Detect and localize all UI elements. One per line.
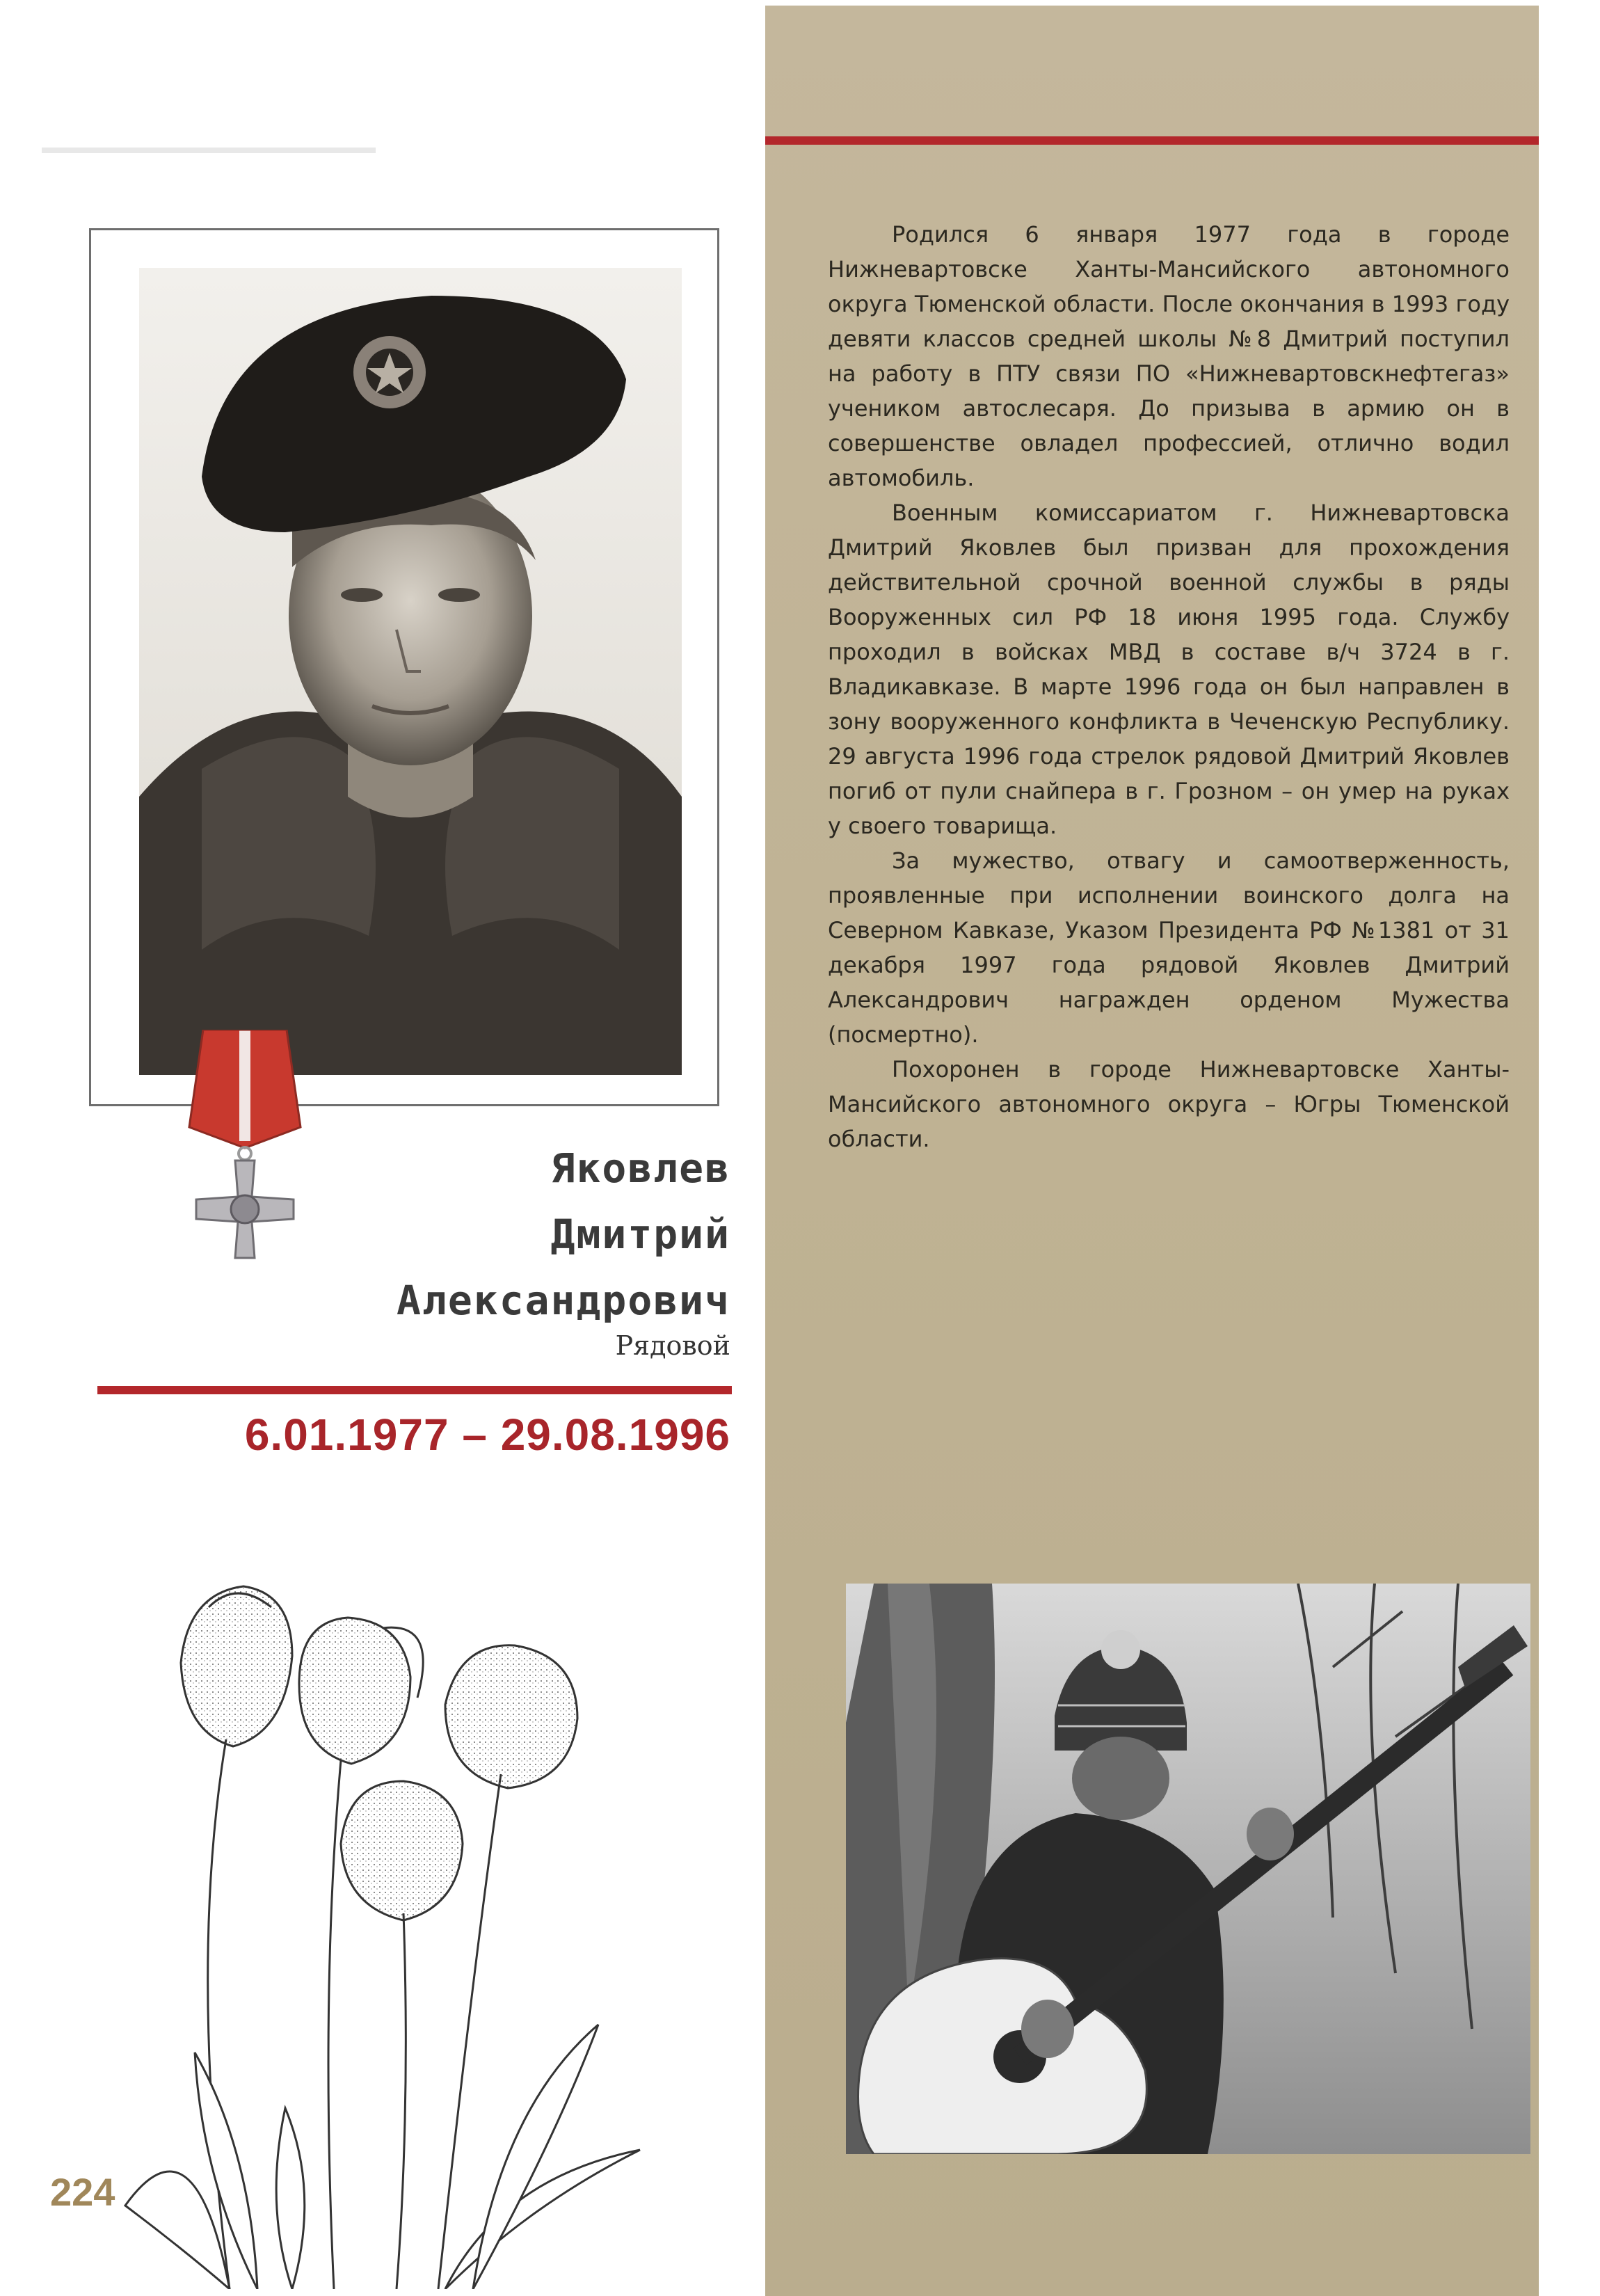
page-number: 224 [50, 2170, 115, 2214]
childhood-guitar-photo [846, 1584, 1530, 2154]
military-rank: Рядовой [615, 1330, 730, 1361]
panel-accent-rule [765, 136, 1539, 145]
life-dates: 6.01.1977 – 29.08.1996 [244, 1410, 730, 1460]
surname: Яковлев [550, 1145, 730, 1192]
bio-paragraph-4: Похоронен в городе Нижневартовске Ханты-Мансийского автономного округа – Югры Тюменской области. [828, 1056, 1510, 1152]
name-accent-rule [97, 1386, 732, 1394]
tulips-illustration [111, 1579, 710, 2289]
bio-paragraph-2: Военным комиссариатом г. Нижневартовска Дмитрий Яковлев был призван для прохождения действительной срочной военной службы в ряды Вооруженных сил РФ 18 июня 1995 года. Службу проходил в войсках МВД в составе в/ч 3724 в г. Владикавказе. В марте 1996 года он был направлен в зону вооруженного конфликта в Чеченскую Республику. 29 августа 1996 года стрелок рядовой Дмитрий Яковлев погиб от пули снайпера в г. Грозном – он умер на руках у своего товарища. [828, 500, 1510, 839]
biography-text [828, 217, 1510, 1156]
portrait-photo [139, 268, 682, 1075]
first-name: Дмитрий [550, 1211, 730, 1258]
order-of-courage-medal-icon [182, 1030, 307, 1259]
bio-paragraph-1: Родился 6 января 1977 года в городе Нижневартовске Ханты-Мансийского автономного округа Тюменской области. После окончания в 1993 году девяти классов средней школы №8 Дмитрий поступил на работу в ПТУ связи ПО «Нижневартовскнефтегаз» учеником автослесаря. До призыва в армию он в совершенстве овладел профессией, отлично водил автомобиль. [828, 221, 1510, 491]
bio-paragraph-3: За мужество, отвагу и самоотверженность, проявленные при исполнении воинского долга на Северном Кавказе, Указом Президента РФ №1381 от 31 декабря 1997 года рядовой Яковлев Дмитрий Александрович награжден орденом Мужества (посмертно). [828, 847, 1510, 1048]
ghost-header-rule [42, 148, 376, 153]
patronymic: Александрович [397, 1277, 730, 1324]
